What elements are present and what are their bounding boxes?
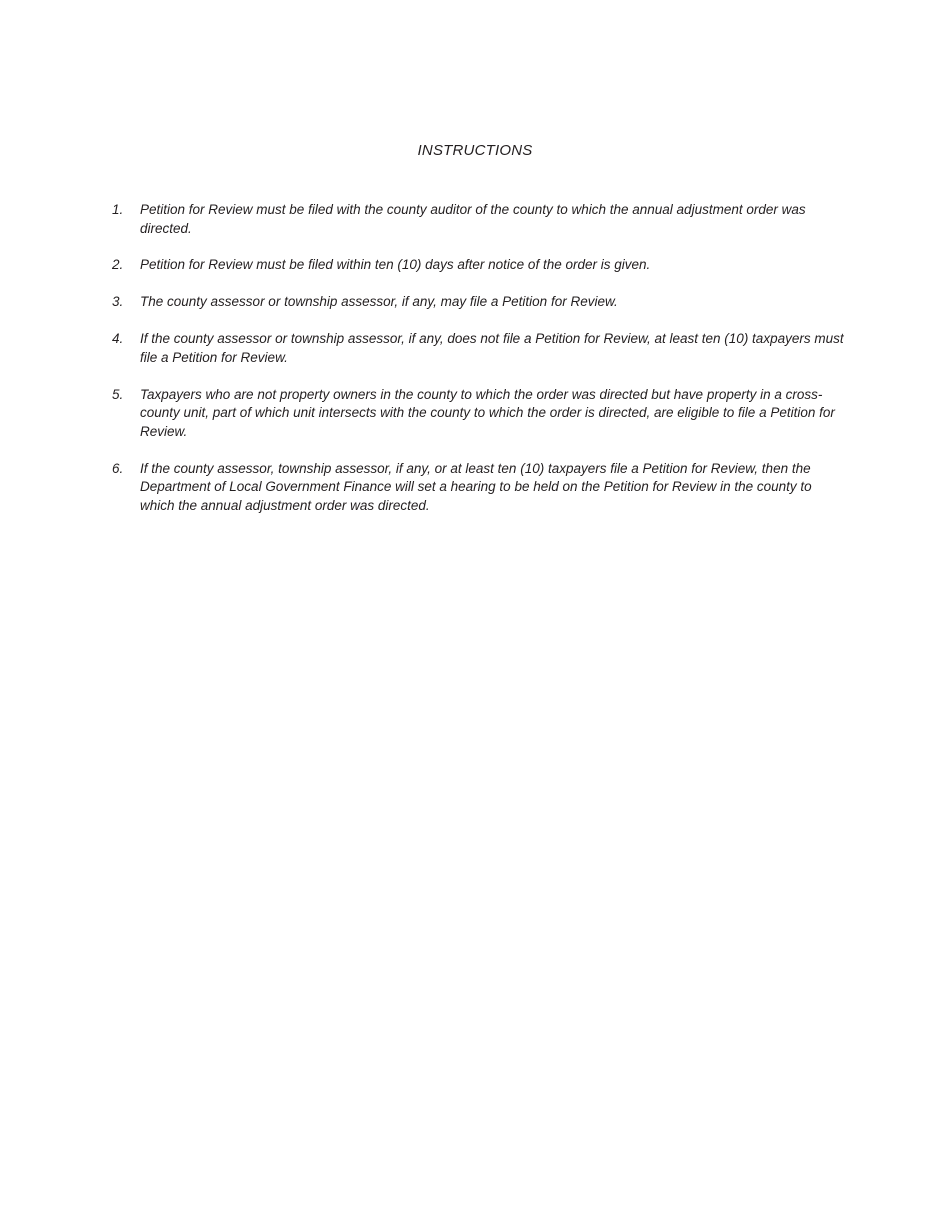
item-text: Petition for Review must be filed with the county auditor of the county to which the annual adjustment order was directed. [140,202,806,236]
item-number: 4. [112,331,124,347]
item-text: If the county assessor or township assessor, if any, does not file a Petition for Review, at least ten (10) taxpayers must file a Petition for Review. [140,331,844,365]
instructions-list [112,201,844,534]
item-number: 2. [112,257,124,273]
list-item [112,293,844,312]
item-number: 1. [112,202,124,217]
list-item [112,386,844,442]
item-text: The county assessor or township assessor, if any, may file a Petition for Review. [140,294,618,310]
list-item [112,256,844,275]
item-number: 3. [112,294,124,310]
list-item [112,201,844,238]
item-text: Petition for Review must be filed within ten (10) days after notice of the order is given. [140,257,651,273]
item-number: 6. [112,460,124,476]
item-number: 5. [112,386,124,402]
list-item [112,460,844,516]
list-item [112,330,844,367]
item-text: Taxpayers who are not property owners in the county to which the order was directed but have property in a cross-county unit, part of which unit intersects with the county to which the order is directed, are eligible to file a Petition for Review. [140,386,835,439]
page-title: INSTRUCTIONS [417,142,533,159]
item-text: If the county assessor, township assessor, if any, or at least ten (10) taxpayers file a Petition for Review, then the Department of Local Government Finance will set a hearing to be held on the Petition for Review in the county to which the annual adjustment order was directed. [140,460,812,514]
